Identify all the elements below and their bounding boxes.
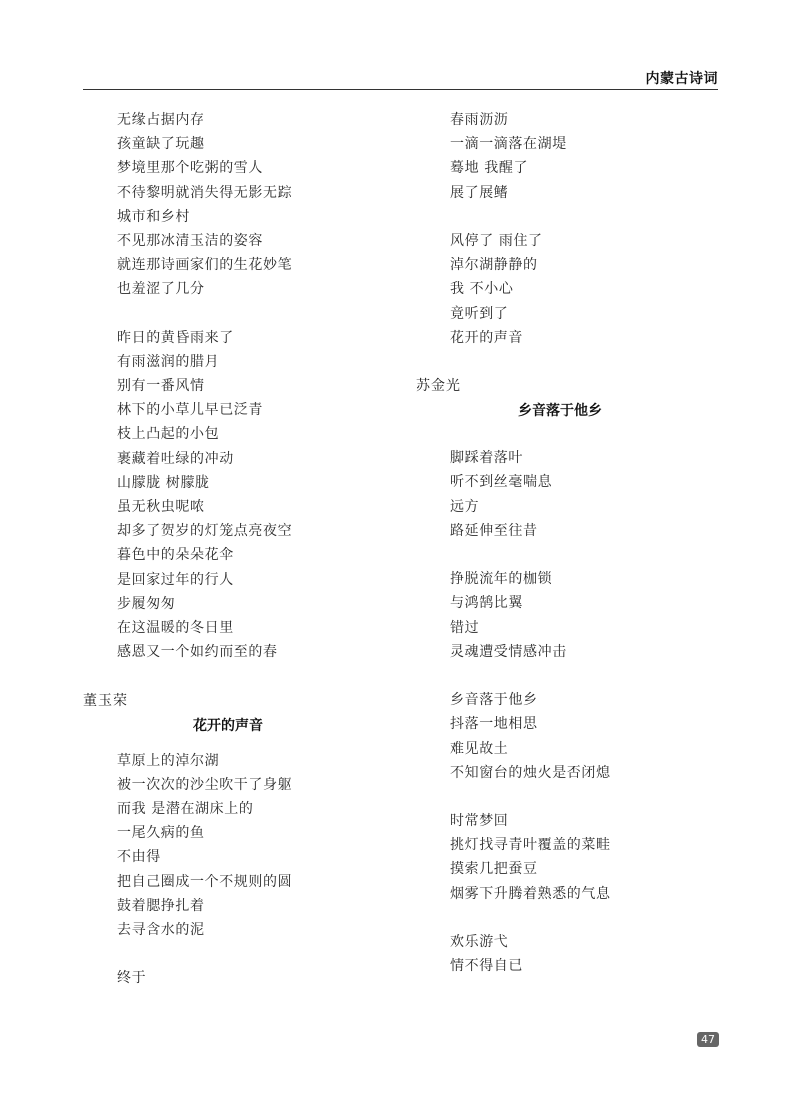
poem-line: 孩童缺了玩趣 <box>117 136 205 153</box>
stanza-gap <box>83 302 403 326</box>
poem-line: 不知窗台的烛火是否闭熄 <box>450 764 611 781</box>
poem-line: 也羞涩了几分 <box>117 281 205 298</box>
stanza-gap <box>416 350 726 374</box>
poem-line: 枝上凸起的小包 <box>117 426 220 443</box>
poem-line: 烟雾下升腾着熟悉的气息 <box>450 885 611 902</box>
stanza <box>416 108 726 205</box>
poem-line: 春雨沥沥 <box>450 112 509 128</box>
poem-line: 鼓着腮挣扎着 <box>117 897 205 914</box>
stanza <box>416 688 726 785</box>
poem-line: 时常梦回 <box>450 813 509 830</box>
poem-line: 情不得自已 <box>450 958 523 975</box>
poem-line: 去寻含水的泥 <box>117 922 205 938</box>
poem-line: 远方 <box>450 498 480 515</box>
poem-line: 草原上的淖尔湖 <box>117 752 220 769</box>
stanza <box>83 966 403 990</box>
poem-line: 步履匆匆 <box>117 595 176 612</box>
stanza-gap <box>416 664 726 688</box>
stanza <box>416 567 726 664</box>
page-number: 47 <box>697 1032 719 1047</box>
poem-title: 乡音落于他乡 <box>518 403 602 420</box>
poem-line: 一滴一滴落在湖堤 <box>450 136 567 153</box>
poem-line: 风停了 雨住了 <box>450 232 543 249</box>
poem-line: 感恩又一个如约而至的春 <box>117 644 278 661</box>
poem-line: 终于 <box>117 970 147 987</box>
poem-line: 虽无秋虫呢哝 <box>117 499 205 515</box>
poem-line: 不见那冰清玉洁的姿容 <box>117 232 263 249</box>
poem-line: 无缘占据内存 <box>117 112 205 128</box>
journal-title: 内蒙古诗词 <box>645 71 718 87</box>
poem-line: 乡音落于他乡 <box>450 692 538 709</box>
poem-line: 与鸿鹄比翼 <box>450 595 523 612</box>
poem-author: 董玉荣 <box>83 692 128 709</box>
stanza-gap <box>416 543 726 567</box>
stanza-gap <box>416 906 726 930</box>
stanza <box>83 326 403 665</box>
poem-line: 听不到丝毫喘息 <box>450 474 553 491</box>
poem-line: 林下的小草儿早已泛青 <box>117 402 263 419</box>
poem-line: 抖落一地相思 <box>450 716 538 733</box>
left-column <box>83 108 403 991</box>
poem-line: 灵魂遭受情感冲击 <box>450 643 567 660</box>
poem-author: 苏金光 <box>416 378 461 395</box>
poem-line: 却多了贺岁的灯笼点亮夜空 <box>117 523 293 540</box>
poem-line: 不待黎明就消失得无影无踪 <box>117 184 293 201</box>
poem-line: 花开的声音 <box>450 329 523 346</box>
stanza <box>416 229 726 350</box>
header-rule <box>83 89 718 90</box>
poem-line: 脚踩着落叶 <box>450 450 523 467</box>
poem-line: 被一次次的沙尘吹干了身躯 <box>117 776 293 793</box>
poem-line: 摸索几把蚕豆 <box>450 861 538 878</box>
stanza-gap <box>83 664 403 688</box>
poem-line: 挑灯找寻青叶覆盖的菜畦 <box>450 837 611 854</box>
poem-line: 山朦胧 树朦胧 <box>117 474 210 491</box>
stanza <box>416 446 726 543</box>
poem-line: 淖尔湖静静的 <box>450 257 538 274</box>
poem-line: 把自己圈成一个不规则的圆 <box>117 873 293 890</box>
poem-line: 有雨滋润的腊月 <box>117 353 220 370</box>
poem-line: 梦境里那个吃粥的雪人 <box>117 160 263 177</box>
poem-line: 别有一番风情 <box>117 378 205 395</box>
poem-line: 一尾久病的鱼 <box>117 825 205 842</box>
poem-line: 就连那诗画家们的生花妙笔 <box>117 257 293 274</box>
poem-line: 挣脱流年的枷锁 <box>450 571 553 588</box>
stanza <box>416 930 726 978</box>
poem-line: 错过 <box>450 619 480 636</box>
poem-line: 路延伸至往昔 <box>450 522 538 539</box>
poem-title: 花开的声音 <box>193 717 263 734</box>
stanza-gap <box>83 942 403 966</box>
poem-line: 欢乐游弋 <box>450 934 509 950</box>
poem-line: 是回家过年的行人 <box>117 571 234 588</box>
poem-line: 在这温暖的冬日里 <box>117 619 234 636</box>
poem-line: 难见故土 <box>450 740 509 757</box>
stanza-gap <box>416 205 726 229</box>
poem-line: 暮色中的朵朵花伞 <box>117 547 234 564</box>
poem-line: 蓦地 我醒了 <box>450 160 529 177</box>
poem-line: 不由得 <box>117 849 161 866</box>
poem-line: 城市和乡村 <box>117 208 190 225</box>
stanza-gap <box>416 785 726 809</box>
right-column <box>416 108 726 978</box>
poem-line: 昨日的黄昏雨来了 <box>117 329 234 346</box>
poem-line: 我 不小心 <box>450 281 514 298</box>
poem-line: 裹藏着吐绿的冲动 <box>117 450 234 467</box>
stanza <box>83 108 403 302</box>
poem-line: 而我 是潜在湖床上的 <box>117 801 254 818</box>
stanza <box>83 749 403 943</box>
poem-line: 竟听到了 <box>450 305 509 322</box>
poem-line: 展了展鳍 <box>450 184 509 201</box>
stanza <box>416 809 726 906</box>
